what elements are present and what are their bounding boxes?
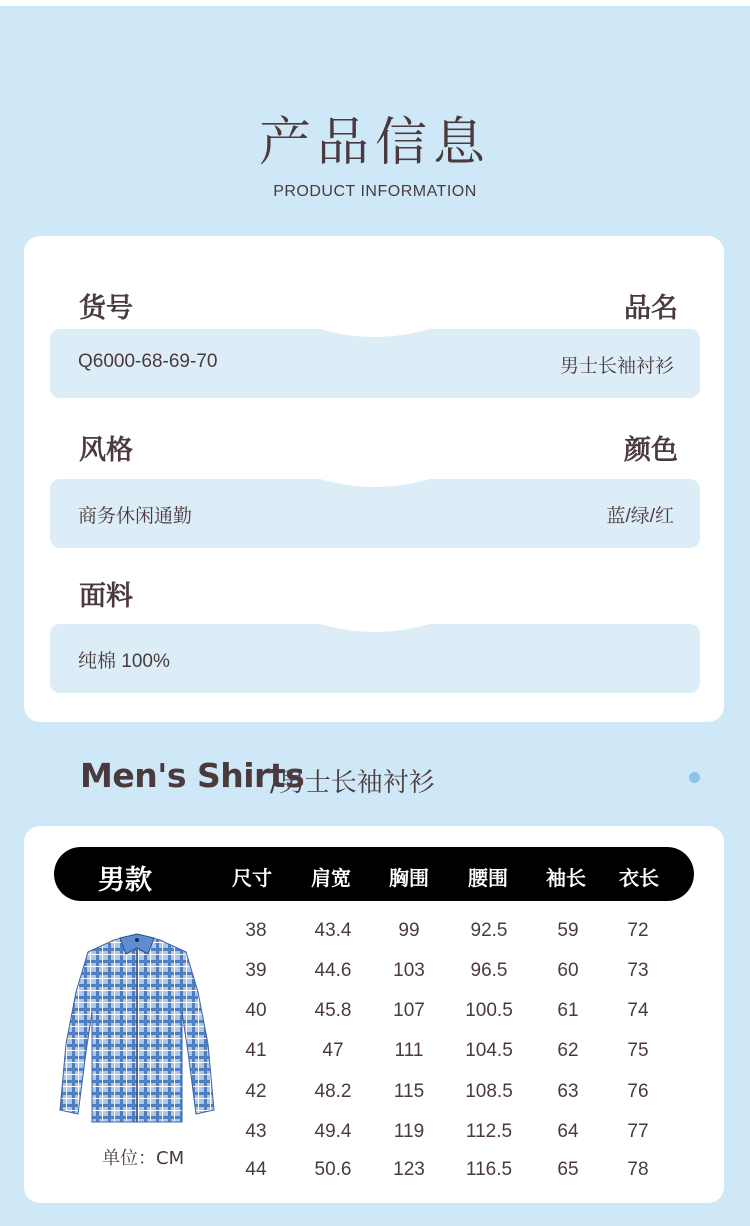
style-value: 商务休闲通勤 [78, 506, 193, 527]
name-value: 男士长袖衬衫 [559, 356, 674, 377]
header-sleeve: 袖长 [546, 866, 586, 890]
cell-chest: 123 [393, 1159, 425, 1180]
cell-shoulder: 50.6 [314, 1159, 352, 1180]
size-chart-card [24, 826, 724, 1203]
cell-waist: 108.5 [465, 1081, 513, 1102]
cell-length: 78 [627, 1159, 649, 1180]
color-label: 颜色 [624, 435, 678, 466]
item-no-value: Q6000-68-69-70 [78, 351, 218, 372]
color-value: 蓝/绿/红 [606, 506, 674, 527]
shirt-image [56, 932, 218, 1128]
cell-length: 76 [627, 1081, 649, 1102]
unit-label: 单位：CM [102, 1148, 185, 1169]
cell-waist: 112.5 [465, 1121, 513, 1142]
section-subtitle: /男士长袖衬衫 [270, 768, 435, 798]
cell-sleeve: 64 [557, 1121, 579, 1142]
cell-sleeve: 59 [557, 920, 579, 941]
cell-length: 75 [627, 1040, 649, 1061]
top-strip [0, 0, 750, 6]
page-title: 产品信息 [258, 113, 491, 173]
cell-size: 40 [245, 1000, 267, 1021]
section-title: Men's Shirts [80, 756, 305, 795]
item-no-label: 货号 [79, 293, 133, 324]
fabric-label: 面料 [79, 581, 133, 612]
cell-shoulder: 45.8 [314, 1000, 352, 1021]
cell-shoulder: 49.4 [314, 1121, 352, 1142]
cell-size: 41 [245, 1040, 267, 1061]
cell-chest: 99 [398, 920, 420, 941]
header-shoulder: 肩宽 [311, 866, 351, 890]
cell-chest: 119 [393, 1121, 425, 1142]
cell-waist: 100.5 [465, 1000, 513, 1021]
header-waist: 腰围 [468, 866, 508, 890]
cell-chest: 107 [393, 1000, 425, 1021]
cell-size: 43 [245, 1121, 267, 1142]
cell-shoulder: 43.4 [314, 920, 352, 941]
name-label: 品名 [624, 293, 678, 324]
cell-shoulder: 44.6 [314, 960, 352, 981]
page-subtitle: PRODUCT INFORMATION [273, 183, 477, 200]
cell-sleeve: 61 [557, 1000, 579, 1021]
cell-size: 42 [245, 1081, 267, 1102]
cell-size: 38 [245, 920, 267, 941]
cell-size: 44 [245, 1159, 267, 1180]
cell-sleeve: 63 [557, 1081, 579, 1102]
cell-chest: 111 [394, 1040, 424, 1061]
cell-size: 39 [245, 960, 267, 981]
cell-length: 77 [627, 1121, 649, 1142]
style-label: 风格 [79, 435, 133, 466]
fabric-box [50, 624, 700, 693]
cell-sleeve: 65 [557, 1159, 579, 1180]
cell-sleeve: 60 [557, 960, 579, 981]
header-size: 尺寸 [232, 866, 272, 890]
style-box [50, 479, 700, 548]
size-table-header [54, 847, 694, 901]
cell-length: 73 [627, 960, 649, 981]
cell-length: 72 [627, 920, 649, 941]
cell-waist: 92.5 [470, 920, 508, 941]
cell-length: 74 [627, 1000, 649, 1021]
cell-waist: 96.5 [470, 960, 508, 981]
cell-shoulder: 47 [322, 1040, 344, 1061]
cell-chest: 103 [393, 960, 425, 981]
cell-sleeve: 62 [557, 1040, 579, 1061]
cell-chest: 115 [393, 1081, 425, 1102]
fabric-value: 纯棉 100% [78, 651, 170, 672]
item-no-box [50, 329, 700, 398]
header-length: 衣长 [619, 866, 659, 890]
product-info-card [24, 236, 724, 722]
cell-shoulder: 48.2 [314, 1081, 352, 1102]
size-table-title: 男款 [98, 865, 152, 896]
cell-waist: 104.5 [465, 1040, 513, 1061]
header-chest: 胸围 [389, 866, 429, 890]
cell-waist: 116.5 [465, 1159, 513, 1180]
dot-icon [689, 772, 700, 783]
